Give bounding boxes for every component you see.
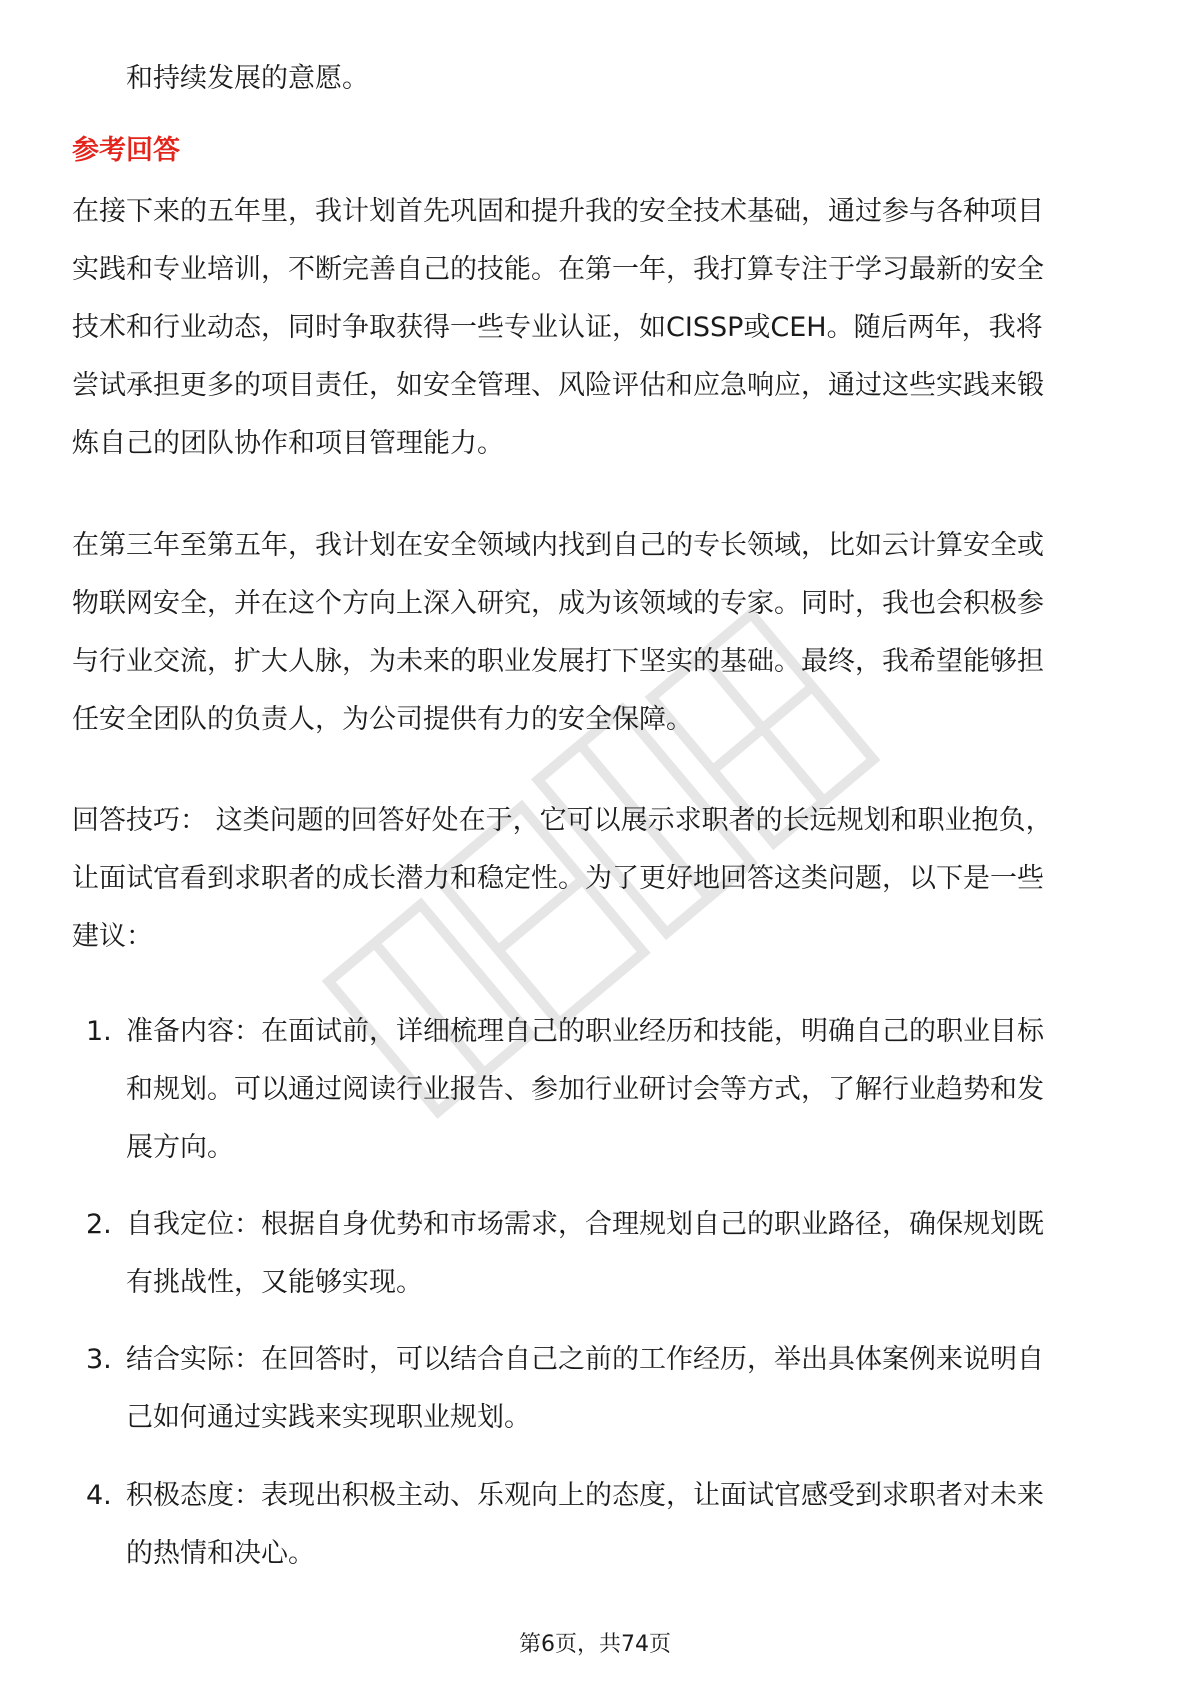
continuation-line: 和持续发展的意愿。 bbox=[126, 63, 369, 94]
list-line: 和规划。可以通过阅读行业报告、参加行业研讨会等方式，了解行业趋势和发 bbox=[126, 1074, 1044, 1105]
paragraph-line: 物联网安全，并在这个方向上深入研究，成为该领域的专家。同时，我也会积极参 bbox=[72, 588, 1044, 619]
list-body bbox=[126, 1331, 1118, 1447]
paragraph-1 bbox=[72, 183, 1118, 473]
paragraph-line: 与行业交流，扩大人脉，为未来的职业发展打下坚实的基础。最终，我希望能够担 bbox=[72, 646, 1044, 677]
list-line: 展方向。 bbox=[126, 1132, 234, 1163]
list-number: 3. bbox=[86, 1344, 112, 1375]
list-body bbox=[126, 1196, 1118, 1312]
paragraph-line: 回答技巧： 这类问题的回答好处在于，它可以展示求职者的长远规划和职业抱负， bbox=[72, 805, 1053, 836]
list-number: 1. bbox=[86, 1016, 112, 1047]
paragraph-line: 炼自己的团队协作和项目管理能力。 bbox=[72, 428, 504, 459]
section-title: 参考回答 bbox=[72, 135, 180, 166]
list-line: 有挑战性，又能够实现。 bbox=[126, 1267, 423, 1298]
paragraph-line: 在第三年至第五年，我计划在安全领域内找到自己的专长领域，比如云计算安全或 bbox=[72, 530, 1044, 561]
list-body bbox=[126, 1467, 1118, 1583]
list-number: 2. bbox=[86, 1209, 112, 1240]
paragraph-line: 任安全团队的负责人，为公司提供有力的安全保障。 bbox=[72, 704, 693, 735]
list-line: 结合实际：在回答时，可以结合自己之前的工作经历，举出具体案例来说明自 bbox=[126, 1344, 1044, 1375]
list-line: 自我定位：根据自身优势和市场需求，合理规划自己的职业路径，确保规划既 bbox=[126, 1209, 1044, 1240]
list-number: 4. bbox=[86, 1480, 112, 1511]
paragraph-line: 技术和行业动态，同时争取获得一些专业认证，如CISSP或CEH。随后两年，我将 bbox=[72, 312, 1043, 343]
paragraph-tips bbox=[72, 792, 1118, 966]
list-line: 积极态度：表现出积极主动、乐观向上的态度，让面试官感受到求职者对未来 bbox=[126, 1480, 1044, 1511]
paragraph-line: 在接下来的五年里，我计划首先巩固和提升我的安全技术基础，通过参与各种项目 bbox=[72, 196, 1044, 227]
paragraph-2 bbox=[72, 517, 1118, 749]
paragraph-line: 建议： bbox=[72, 921, 153, 952]
paragraph-line: 尝试承担更多的项目责任，如安全管理、风险评估和应急响应，通过这些实践来锻 bbox=[72, 370, 1044, 401]
page-number-footer: 第6页，共74页 bbox=[519, 1632, 671, 1657]
list-line: 准备内容：在面试前，详细梳理自己的职业经历和技能，明确自己的职业目标 bbox=[126, 1016, 1044, 1047]
list-line: 的热情和决心。 bbox=[126, 1538, 315, 1569]
list-body bbox=[126, 1003, 1118, 1177]
paragraph-line: 实践和专业培训，不断完善自己的技能。在第一年，我打算专注于学习最新的安全 bbox=[72, 254, 1044, 285]
paragraph-line: 让面试官看到求职者的成长潜力和稳定性。为了更好地回答这类问题，以下是一些 bbox=[72, 863, 1044, 894]
list-line: 己如何通过实践来实现职业规划。 bbox=[126, 1402, 531, 1433]
